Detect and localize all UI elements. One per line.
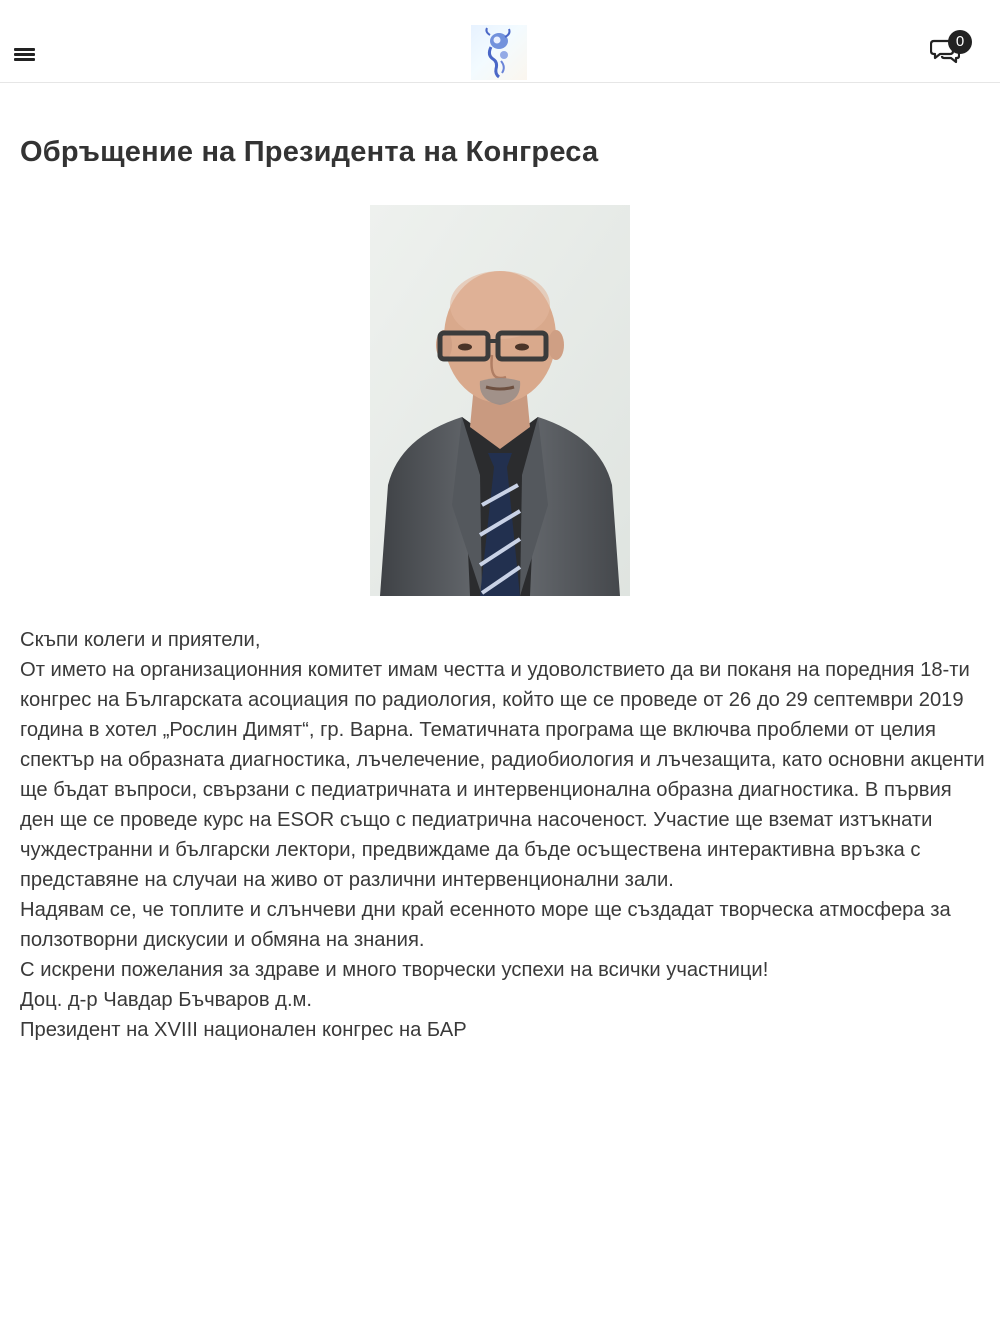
- wishes-paragraph: С искрени пожелания за здраве и много творчески успехи на всички участници!: [20, 959, 769, 981]
- comments-button[interactable]: [928, 30, 976, 70]
- signature-name: Доц. д-р Чавдар Бъчваров д.м.: [20, 989, 313, 1011]
- hamburger-menu-icon[interactable]: [12, 42, 38, 68]
- invitation-paragraph: От името на организационния комитет имам честта и удоволствието да ви поканя на поредния 18-ти конгрес на Българската асоциация по радиология, който ще се проведе от 26 до 29 септември 2019 година в хотел „Рослин Димят“, гр. Варна. Тематичната програма ще включва проблеми от целия спектър на образната диагностика, лъчелечение, радиобиология и лъчезащита, като основни акценти ще бъдат въпроси, свързани с педиатричната и интервенционална образна диагностика. В първия ден ще се проведе курс на ESOR също с педиатрична насоченост. Участие ще вземат изтъкнати чуждестранни и български лектори, предвиждаме да бъде осъществена интерактивна връзка с представяне на случаи на живо от различни интервенционални зали.: [20, 659, 985, 891]
- hope-paragraph: Надявам се, че топлите и слънчеви дни край есенното море ще създадат творческа атмосфера за ползотворни дискусии и обмяна на знания.: [20, 899, 951, 951]
- president-portrait-image: [370, 205, 630, 596]
- comments-count-badge: 0: [948, 30, 972, 54]
- greeting-paragraph: Скъпи колеги и приятели,: [20, 629, 261, 651]
- congress-logo-icon[interactable]: [471, 25, 527, 80]
- top-header: [0, 0, 1000, 83]
- article-body: [20, 625, 985, 1045]
- page-title: Обръщение на Президента на Конгреса: [20, 136, 599, 168]
- signature-title: Президент на XVIII национален конгрес на БАР: [20, 1019, 467, 1041]
